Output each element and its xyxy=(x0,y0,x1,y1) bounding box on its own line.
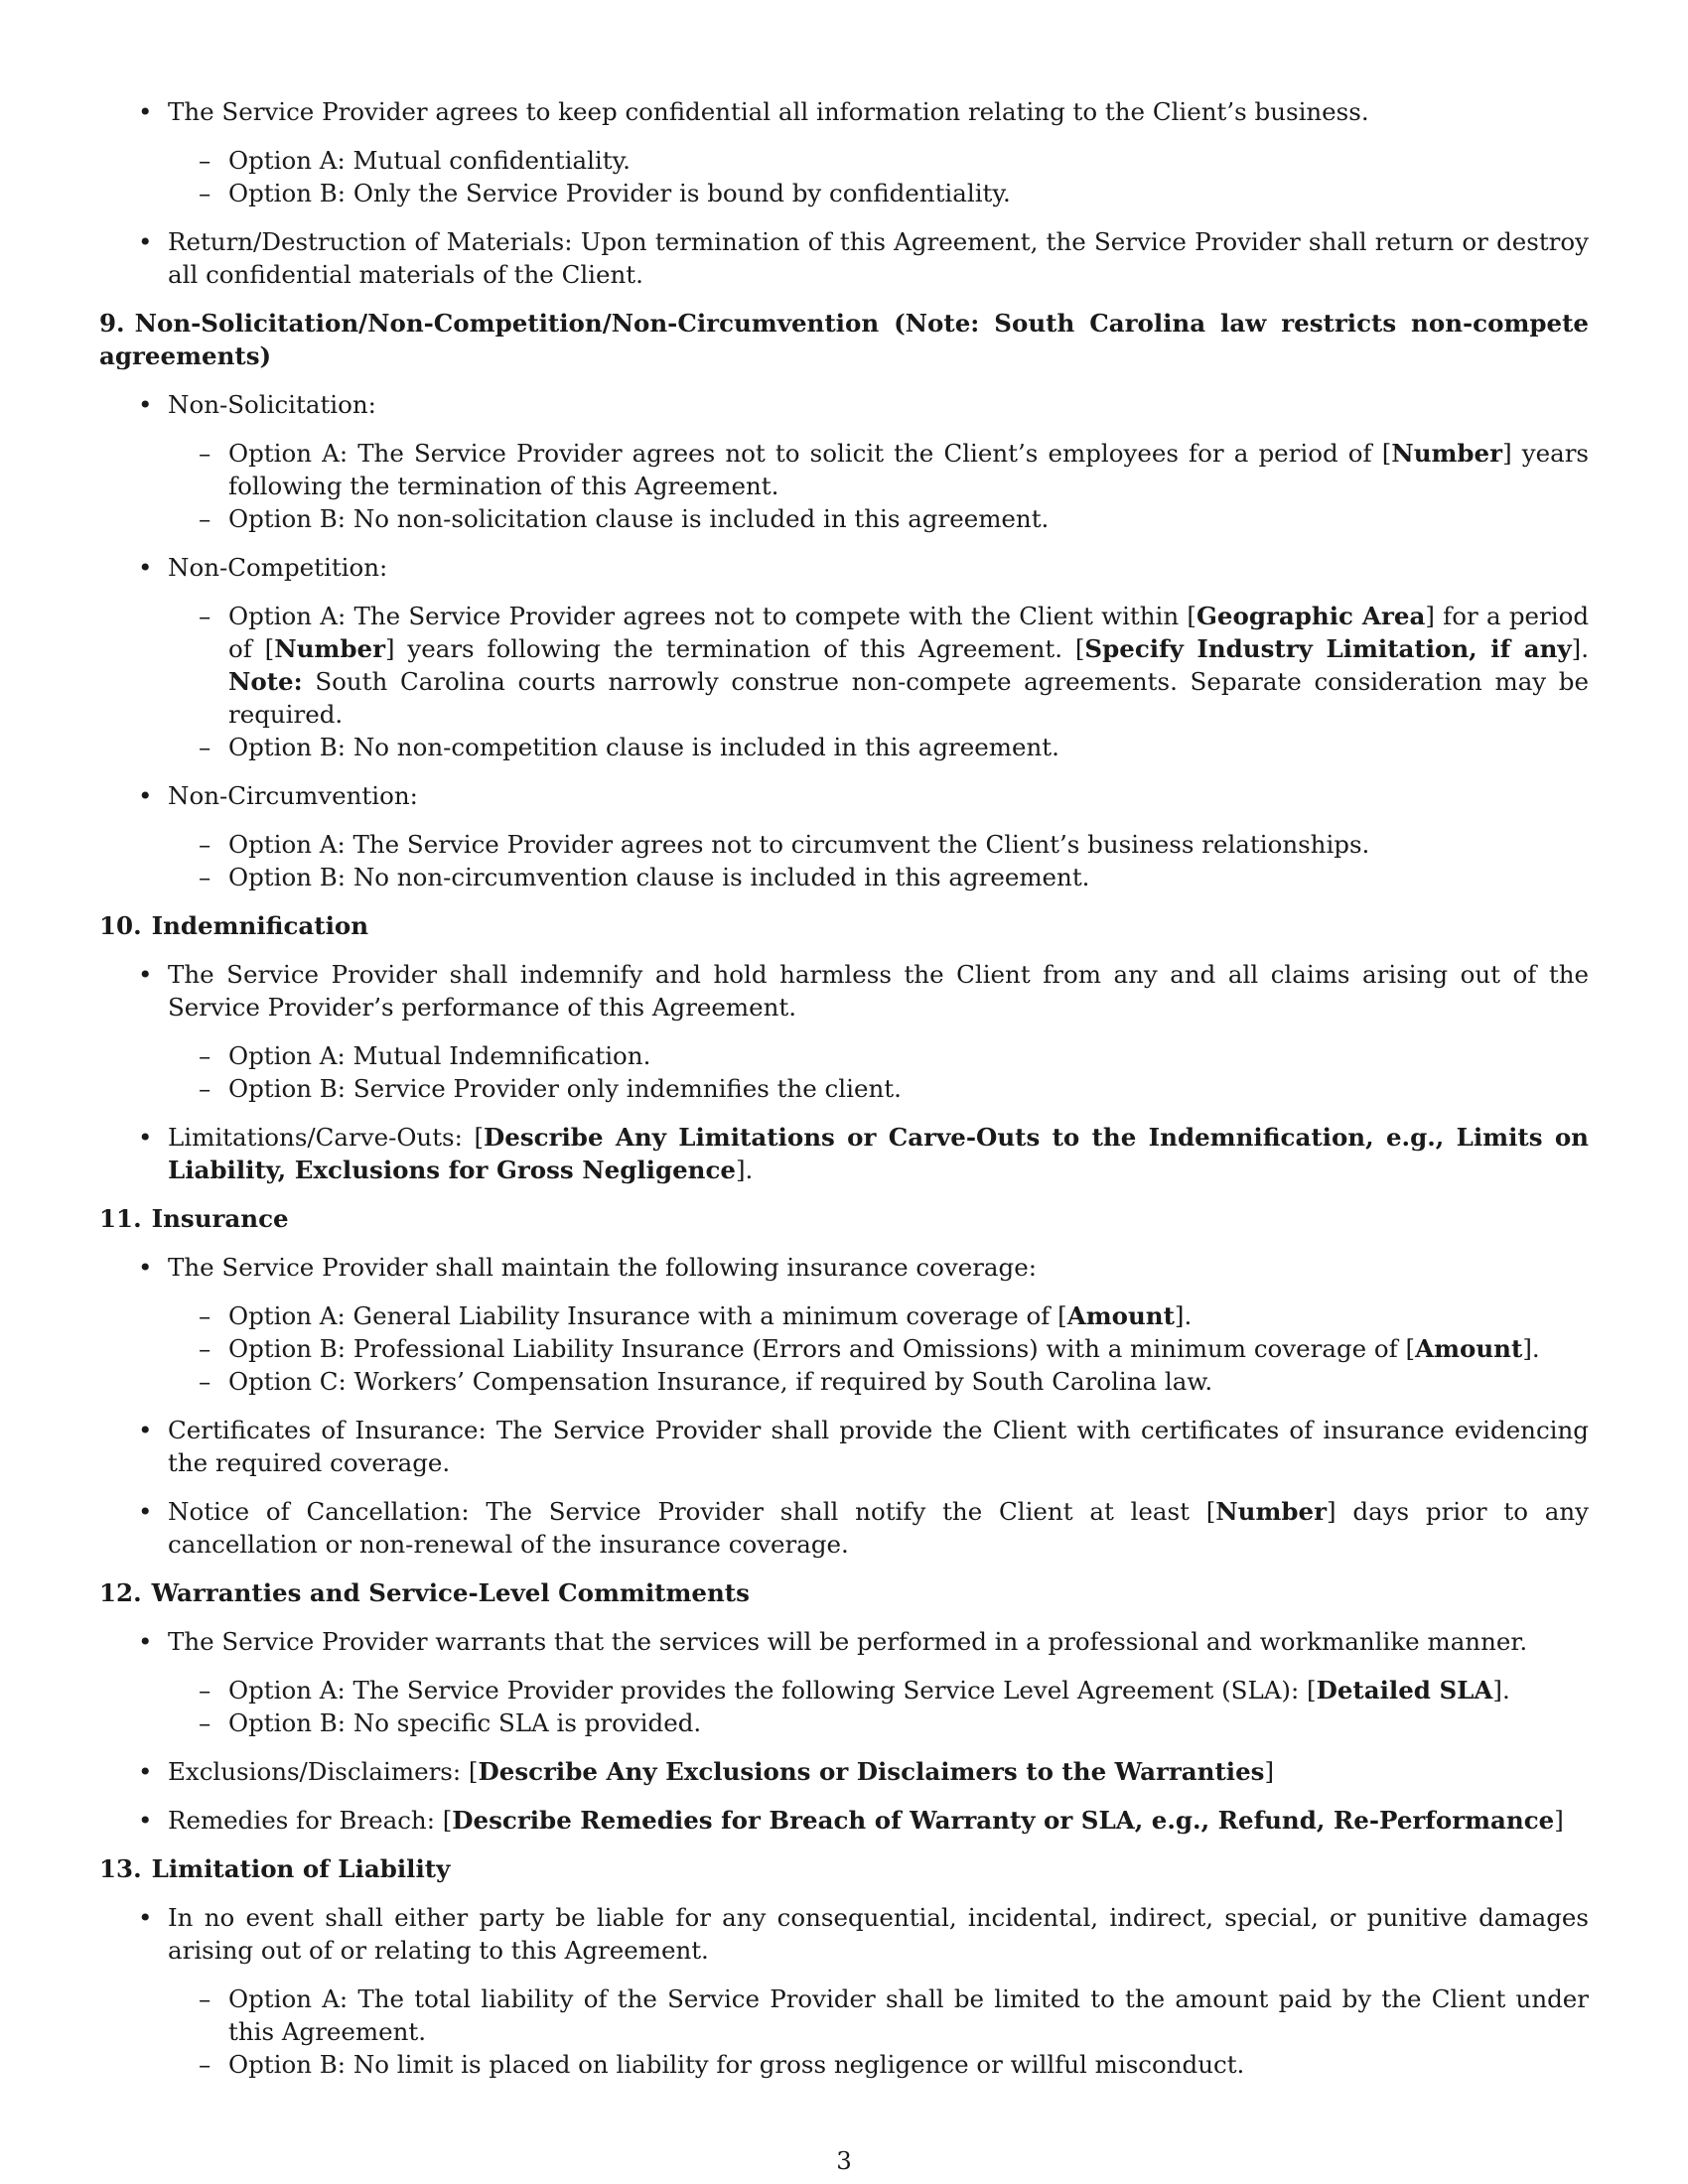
text: Option A: The Service Provider agrees not to solicit the Client’s employees for a period of [ xyxy=(228,439,1392,468)
non-circumvention-options xyxy=(99,828,1589,893)
placeholder: Amount xyxy=(1415,1334,1523,1363)
text: Non-Competition: xyxy=(168,553,388,582)
insurance-bullet xyxy=(99,1251,1589,1284)
text: Option A: The Service Provider agrees not to compete with the Client within [ xyxy=(228,602,1196,630)
text: ]. xyxy=(736,1156,754,1184)
exclusions-bullet xyxy=(99,1755,1589,1788)
text: Option B: Service Provider only indemnifies the client. xyxy=(228,1074,902,1103)
placeholder: Amount xyxy=(1066,1301,1175,1330)
section-number: 12. xyxy=(99,1578,142,1607)
text: Option B: No specific SLA is provided. xyxy=(228,1708,702,1737)
option-a xyxy=(99,828,1589,861)
text: Option C: Workers’ Compensation Insurance, if required by South Carolina law. xyxy=(228,1367,1213,1396)
text: The Service Provider agrees to keep confidential all information relating to the Client’s business. xyxy=(168,97,1369,126)
text: Return/Destruction of Materials: Upon termination of this Agreement, the Service Provider shall return or destroy all confidential materials of the Client. xyxy=(168,227,1589,289)
text: ]. xyxy=(1174,1301,1193,1330)
section-11-heading xyxy=(99,1202,1589,1235)
note-label: Note: xyxy=(228,667,303,696)
document-body xyxy=(99,95,1589,2097)
section-title: Non-Solicitation/Non-Competition/Non-Circumvention (Note: South Carolina law restricts non-compete agreements) xyxy=(99,309,1589,370)
text: Notice of Cancellation: The Service Provider shall notify the Client at least [ xyxy=(168,1497,1216,1526)
text: Option A: The Service Provider provides the following Service Level Agreement (SLA): [ xyxy=(228,1676,1317,1705)
placeholder: Describe Remedies for Breach of Warranty or SLA, e.g., Refund, Re-Performance xyxy=(452,1806,1555,1835)
option-b xyxy=(99,1706,1589,1739)
text: Option B: Only the Service Provider is bound by confidentiality. xyxy=(228,179,1011,207)
non-competition-bullet xyxy=(99,551,1589,584)
option-b xyxy=(99,1072,1589,1105)
text: ] xyxy=(1264,1757,1275,1786)
placeholder: Describe Any Limitations or Carve-Outs to the Indemnification, e.g., Limits on Liability, Exclusions for Gross Negligence xyxy=(168,1123,1589,1184)
placeholder: Describe Any Exclusions or Disclaimers to the Warranties xyxy=(478,1757,1265,1786)
section-title: Indemnification xyxy=(151,911,369,940)
text: Option B: No limit is placed on liability for gross negligence or willful misconduct. xyxy=(228,2050,1245,2079)
option-a xyxy=(99,600,1589,731)
text: Option A: Mutual Indemnification. xyxy=(228,1041,651,1070)
text: The Service Provider warrants that the services will be performed in a professional and workmanlike manner. xyxy=(168,1627,1528,1656)
text: In no event shall either party be liable for any consequential, incidental, indirect, special, or punitive damages arising out of or relating to this Agreement. xyxy=(168,1903,1589,1965)
option-b xyxy=(99,2048,1589,2081)
text: ]. xyxy=(1571,634,1589,663)
placeholder: Number xyxy=(274,634,385,663)
warranty-bullet xyxy=(99,1625,1589,1658)
insurance-options xyxy=(99,1299,1589,1398)
option-b xyxy=(99,1332,1589,1365)
indemnify-bullet xyxy=(99,958,1589,1024)
option-b xyxy=(99,731,1589,763)
option-b xyxy=(99,177,1589,209)
text: Option A: The Service Provider agrees not to circumvent the Client’s business relationships. xyxy=(228,830,1370,859)
text: ]. xyxy=(1522,1334,1540,1363)
option-b xyxy=(99,502,1589,535)
section-12-heading xyxy=(99,1576,1589,1609)
placeholder: Number xyxy=(1215,1497,1328,1526)
section-13-heading xyxy=(99,1852,1589,1885)
text: South Carolina courts narrowly construe non-compete agreements. Separate consideration may be required. xyxy=(228,667,1589,729)
non-solicitation-options xyxy=(99,437,1589,535)
warranty-options xyxy=(99,1674,1589,1739)
liability-bullet xyxy=(99,1901,1589,1967)
section-number: 10. xyxy=(99,911,142,940)
section-number: 11. xyxy=(99,1204,142,1233)
text: ]. xyxy=(1492,1676,1510,1705)
text: Option B: Professional Liability Insurance (Errors and Omissions) with a minimum coverage of [ xyxy=(228,1334,1416,1363)
text: ] years following the termination of this Agreement. xyxy=(228,439,1589,500)
section-title: Warranties and Service-Level Commitments xyxy=(151,1578,750,1607)
placeholder: Number xyxy=(1391,439,1503,468)
non-solicitation-bullet xyxy=(99,388,1589,421)
section-title: Limitation of Liability xyxy=(151,1854,451,1883)
text: Option B: No non-competition clause is included in this agreement. xyxy=(228,733,1059,761)
text: Option A: Mutual confidentiality. xyxy=(228,146,631,175)
option-a xyxy=(99,1674,1589,1706)
option-c xyxy=(99,1365,1589,1398)
text: Option A: The total liability of the Service Provider shall be limited to the amount paid by the Client under this Agreement. xyxy=(228,1984,1589,2046)
liability-options xyxy=(99,1982,1589,2081)
text: Non-Circumvention: xyxy=(168,781,418,810)
text: ] years following the termination of this Agreement. [ xyxy=(384,634,1085,663)
placeholder: Specify Industry Limitation, if any xyxy=(1084,634,1572,663)
text: ] xyxy=(1554,1806,1564,1835)
text: ] for a period of [ xyxy=(228,602,1590,663)
placeholder: Geographic Area xyxy=(1196,602,1426,630)
text: Remedies for Breach: [ xyxy=(168,1806,453,1835)
placeholder: Detailed SLA xyxy=(1316,1676,1493,1705)
page-number: 3 xyxy=(836,2146,852,2175)
text: The Service Provider shall maintain the following insurance coverage: xyxy=(168,1253,1037,1282)
notice-bullet xyxy=(99,1495,1589,1561)
remedies-bullet xyxy=(99,1804,1589,1837)
section-number: 9. xyxy=(99,309,125,338)
certificates-bullet xyxy=(99,1414,1589,1479)
option-a xyxy=(99,1299,1589,1332)
text: ] days prior to any cancellation or non-renewal of the insurance coverage. xyxy=(168,1497,1589,1559)
non-competition-options xyxy=(99,600,1589,763)
section-10-heading xyxy=(99,909,1589,942)
option-a xyxy=(99,1982,1589,2048)
option-b xyxy=(99,861,1589,893)
text: Non-Solicitation: xyxy=(168,390,376,419)
text: Option A: General Liability Insurance with a minimum coverage of [ xyxy=(228,1301,1067,1330)
non-circumvention-bullet xyxy=(99,779,1589,812)
return-materials-bullet xyxy=(99,225,1589,291)
text: Exclusions/Disclaimers: [ xyxy=(168,1757,479,1786)
indemnification-options xyxy=(99,1039,1589,1105)
limitations-bullet xyxy=(99,1121,1589,1186)
text: Option B: No non-solicitation clause is included in this agreement. xyxy=(228,504,1050,533)
text: Option B: No non-circumvention clause is included in this agreement. xyxy=(228,863,1090,891)
option-a xyxy=(99,1039,1589,1072)
section-9-heading xyxy=(99,307,1589,372)
confidentiality-bullet xyxy=(99,95,1589,128)
text: Certificates of Insurance: The Service Provider shall provide the Client with certificates of insurance evidencing the required coverage. xyxy=(168,1416,1589,1477)
confidentiality-options xyxy=(99,144,1589,209)
option-a xyxy=(99,144,1589,177)
text: Limitations/Carve-Outs: [ xyxy=(168,1123,485,1152)
option-a xyxy=(99,437,1589,502)
section-title: Insurance xyxy=(151,1204,289,1233)
text: The Service Provider shall indemnify and hold harmless the Client from any and all claims arising out of the Service Provider’s performance of this Agreement. xyxy=(168,960,1589,1022)
section-number: 13. xyxy=(99,1854,142,1883)
